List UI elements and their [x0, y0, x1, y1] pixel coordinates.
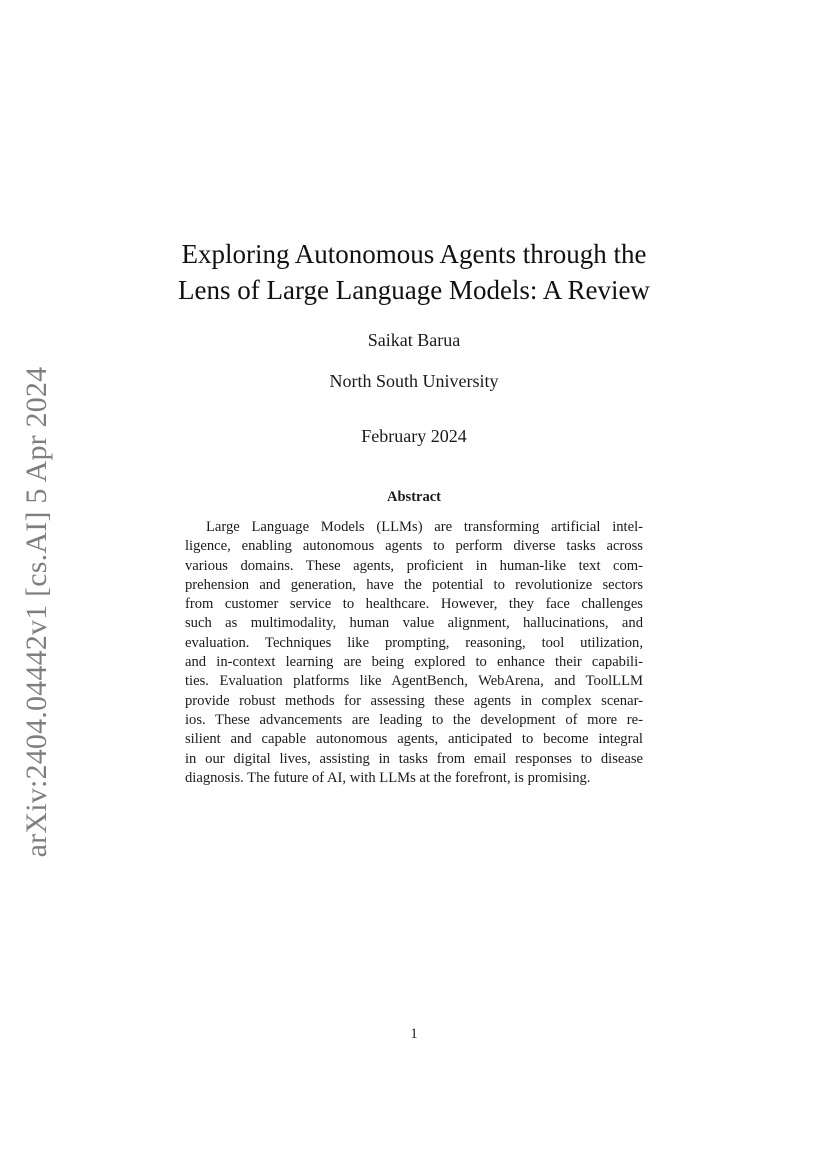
abstract-body: [185, 518, 643, 788]
title-line: Exploring Autonomous Agents through the: [181, 239, 647, 269]
abstract-line: diagnosis. The future of AI, with LLMs at the forefront, is promising.: [185, 769, 591, 786]
page-number: 1: [410, 1026, 418, 1042]
abstract-line: evaluation. Techniques like prompting, reasoning, tool utilization,: [185, 634, 643, 651]
abstract-line: such as multimodality, human value alignment, hallucinations, and: [185, 615, 643, 632]
abstract-line: silient and capable autonomous agents, anticipated to become integral: [185, 731, 643, 748]
abstract-line: ligence, enabling autonomous agents to perform diverse tasks across: [185, 538, 643, 555]
abstract-line: Large Language Models (LLMs) are transforming artificial intel-: [206, 519, 643, 535]
abstract-line: various domains. These agents, proficient in human-like text com-: [185, 557, 643, 574]
abstract-line: and in-context learning are being explored to enhance their capabili-: [185, 654, 643, 671]
abstract-line: provide robust methods for assessing these agents in complex scenar-: [185, 692, 643, 709]
author-name: Saikat Barua: [367, 330, 461, 350]
author-affiliation: North South University: [329, 371, 499, 391]
abstract-line: prehension and generation, have the potential to revolutionize sectors: [185, 576, 643, 593]
paper-title: [100, 236, 728, 308]
abstract-line: ties. Evaluation platforms like AgentBench, WebArena, and ToolLLM: [185, 673, 643, 690]
abstract-line: from customer service to healthcare. However, they face challenges: [185, 596, 643, 613]
title-line: Lens of Large Language Models: A Review: [178, 275, 650, 305]
abstract-line: in our digital lives, assisting in tasks from email responses to disease: [185, 750, 643, 767]
abstract-heading: Abstract: [387, 489, 441, 505]
abstract-line: ios. These advancements are leading to the development of more re-: [185, 711, 643, 728]
arxiv-identifier-stamp: arXiv:2404.04442v1 [cs.AI] 5 Apr 2024: [20, 366, 53, 858]
publication-date: February 2024: [361, 426, 467, 446]
